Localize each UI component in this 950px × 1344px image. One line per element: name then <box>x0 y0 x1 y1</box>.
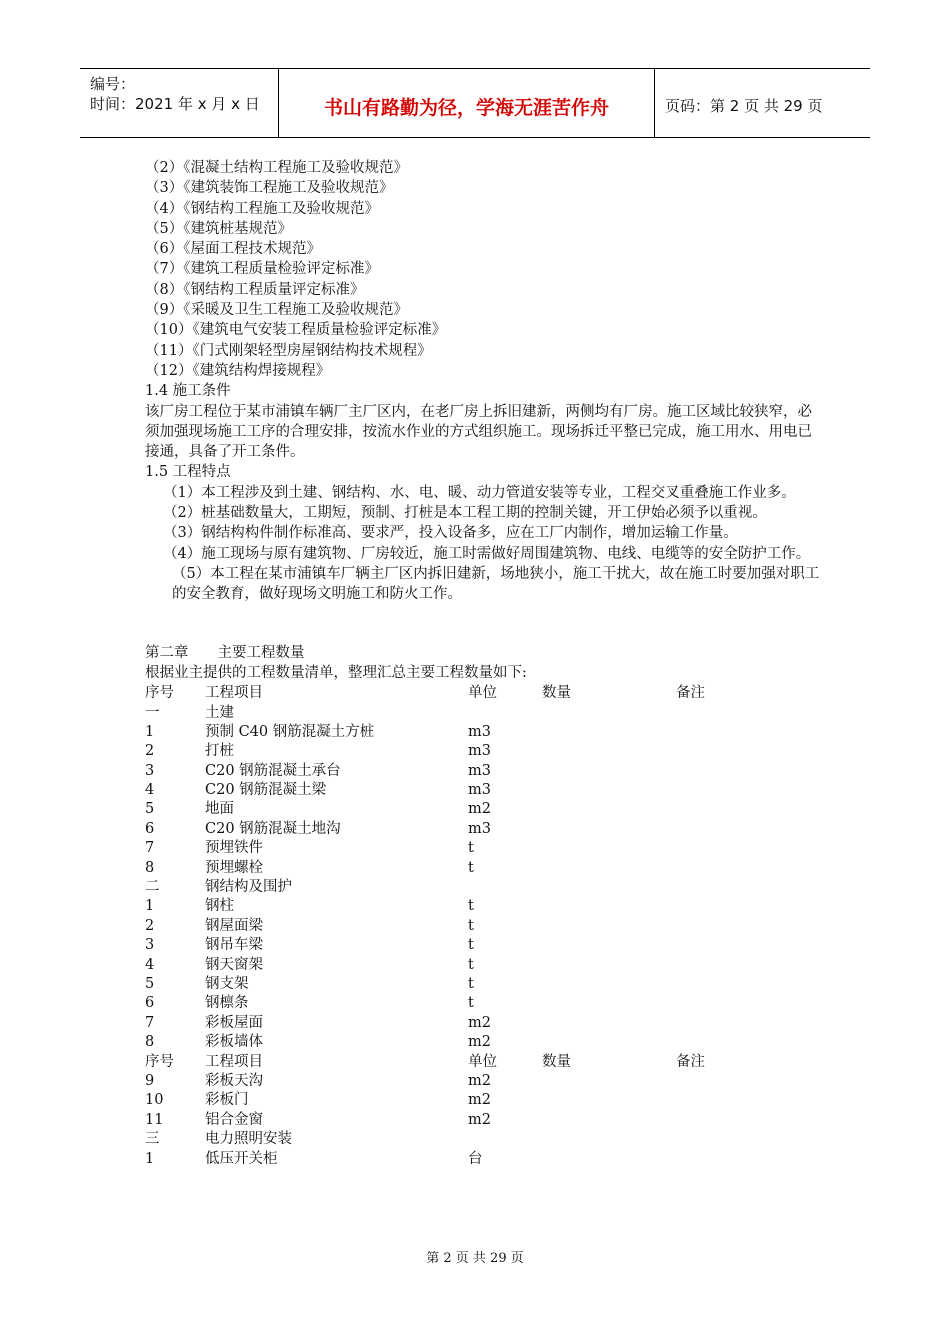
document-time-label: 时间：2021 年 x 月 x 日 <box>90 95 260 113</box>
row-number-cell: 6 <box>145 820 155 837</box>
table-row <box>145 896 825 915</box>
table-row <box>145 974 825 993</box>
table-body-part1 <box>145 703 825 1052</box>
chapter-intro: 根据业主提供的工程数量清单，整理汇总主要工程数量如下: <box>145 664 527 681</box>
column-header: 单位 <box>468 1053 497 1070</box>
unit-cell: t <box>468 840 474 857</box>
row-number-cell: 8 <box>145 1034 155 1051</box>
header-motto-cell <box>279 69 655 137</box>
item-name-cell: 彩板天沟 <box>205 1072 263 1089</box>
row-number-cell: 3 <box>145 937 155 954</box>
spec-item: （3）《建筑装饰工程施工及验收规范》 <box>145 180 394 197</box>
feature-item: （4）施工现场与原有建筑物、厂房较近，施工时需做好周围建筑物、电线、电缆等的安全防护工作。 <box>163 545 811 562</box>
unit-cell: m3 <box>468 762 491 779</box>
column-header: 备注 <box>676 685 705 702</box>
row-number-cell: 4 <box>145 956 155 973</box>
row-number-cell: 6 <box>145 995 155 1012</box>
spec-item: （10）《建筑电气安装工程质量检验评定标准》 <box>145 322 447 339</box>
unit-cell: m3 <box>468 820 491 837</box>
column-header: 单位 <box>468 685 497 702</box>
row-number-cell: 11 <box>145 1111 164 1128</box>
row-number-cell: 三 <box>145 1131 160 1148</box>
table-row <box>145 1071 825 1090</box>
row-number-cell: 3 <box>145 762 155 779</box>
table-row <box>145 722 825 741</box>
column-header: 工程项目 <box>205 685 263 702</box>
row-number-cell: 9 <box>145 1072 155 1089</box>
table-row <box>145 799 825 818</box>
page-header <box>80 68 870 138</box>
item-name-cell: 预埋螺栓 <box>205 859 263 876</box>
unit-cell: m2 <box>468 1034 491 1051</box>
row-number-cell: 4 <box>145 782 155 799</box>
item-name-cell: 钢柱 <box>205 898 234 915</box>
table-row <box>145 1129 825 1148</box>
table-row <box>145 1013 825 1032</box>
spec-item: （12）《建筑结构焊接规程》 <box>145 362 331 379</box>
spec-item: （5）《建筑桩基规范》 <box>145 220 292 237</box>
feature-item: （3）钢结构构件制作标准高、要求严，投入设备多，应在工厂内制作，增加运输工作量。 <box>163 525 738 542</box>
item-name-cell: C20 钢筋混凝土地沟 <box>205 820 341 837</box>
item-name-cell: 电力照明安装 <box>205 1131 292 1148</box>
unit-cell: m3 <box>468 723 491 740</box>
column-header: 工程项目 <box>205 1053 263 1070</box>
item-name-cell: 土建 <box>205 704 234 721</box>
row-number-cell: 1 <box>145 723 155 740</box>
section-spacer <box>145 605 825 643</box>
unit-cell: t <box>468 917 474 934</box>
table-row <box>145 916 825 935</box>
item-name-cell: 彩板门 <box>205 1092 249 1109</box>
feature-item: （1）本工程涉及到土建、钢结构、水、电、暖、动力管道安装等专业，工程交叉重叠施工作业多。 <box>163 484 796 501</box>
item-name-cell: 铝合金窗 <box>205 1111 263 1128</box>
item-name-cell: C20 钢筋混凝土梁 <box>205 782 327 799</box>
table-header-row <box>145 1052 825 1071</box>
table-row <box>145 703 825 722</box>
column-header: 序号 <box>145 685 174 702</box>
table-row <box>145 741 825 760</box>
table-row <box>145 838 825 857</box>
unit-cell: m2 <box>468 1072 491 1089</box>
row-number-cell: 5 <box>145 975 155 992</box>
table-row <box>145 819 825 838</box>
row-number-cell: 7 <box>145 840 155 857</box>
row-number-cell: 7 <box>145 1014 155 1031</box>
unit-cell: m2 <box>468 1092 491 1109</box>
feature-item: （5）本工程在某市浦镇车厂辆主厂区内拆旧建新，场地狭小，施工干扰大，故在施工时要加强对职工的安全教育，做好现场文明施工和防火工作。 <box>172 565 820 603</box>
item-name-cell: 彩板屋面 <box>205 1014 263 1031</box>
item-name-cell: 钢屋面梁 <box>205 917 263 934</box>
item-name-cell: 打桩 <box>205 743 234 760</box>
item-name-cell: 预埋铁件 <box>205 840 263 857</box>
unit-cell: m3 <box>468 743 491 760</box>
spec-list <box>145 158 825 381</box>
table-row <box>145 1110 825 1129</box>
item-name-cell: C20 钢筋混凝土承台 <box>205 762 341 779</box>
table-row <box>145 1090 825 1109</box>
column-header: 数量 <box>542 1053 571 1070</box>
unit-cell: m3 <box>468 782 491 799</box>
unit-cell: t <box>468 898 474 915</box>
spec-item: （6）《屋面工程技术规范》 <box>145 241 321 258</box>
unit-cell: 台 <box>468 1150 483 1167</box>
item-name-cell: 钢结构及围护 <box>205 879 292 896</box>
spec-item: （2）《混凝土结构工程施工及验收规范》 <box>145 160 408 176</box>
row-number-cell: 2 <box>145 917 155 934</box>
item-name-cell: 钢天窗架 <box>205 956 263 973</box>
item-name-cell: 低压开关柜 <box>205 1150 278 1167</box>
row-number-cell: 1 <box>145 1150 155 1167</box>
item-name-cell: 钢檩条 <box>205 995 249 1012</box>
item-name-cell: 彩板墙体 <box>205 1034 263 1051</box>
page-footer: 第 2 页 共 29 页 <box>426 1251 524 1266</box>
unit-cell: m2 <box>468 801 491 818</box>
unit-cell: t <box>468 975 474 992</box>
table-row <box>145 780 825 799</box>
column-header: 数量 <box>542 685 571 702</box>
row-number-cell: 5 <box>145 801 155 818</box>
spec-item: （7）《建筑工程质量检验评定标准》 <box>145 261 379 278</box>
table-row <box>145 761 825 780</box>
table-row <box>145 955 825 974</box>
table-row <box>145 858 825 877</box>
unit-cell: t <box>468 995 474 1012</box>
unit-cell: t <box>468 956 474 973</box>
row-number-cell: 2 <box>145 743 155 760</box>
table-row <box>145 1149 825 1168</box>
table-row <box>145 993 825 1012</box>
unit-cell: m2 <box>468 1014 491 1031</box>
row-number-cell: 10 <box>145 1092 164 1109</box>
spec-item: （11）《门式刚架轻型房屋钢结构技术规程》 <box>145 342 432 359</box>
table-header-row <box>145 683 825 702</box>
header-page-code: 页码：第 2 页 共 29 页 <box>665 97 823 115</box>
unit-cell: t <box>468 937 474 954</box>
feature-item: （2）桩基础数量大，工期短，预制、打桩是本工程工期的控制关键，开工伊始必须予以重视。 <box>163 505 767 522</box>
row-number-cell: 一 <box>145 704 160 721</box>
header-motto: 书山有路勤为径，学海无涯苦作舟 <box>323 97 609 119</box>
column-header: 备注 <box>676 1053 705 1070</box>
row-number-cell: 二 <box>145 879 160 896</box>
row-number-cell: 1 <box>145 898 155 915</box>
spec-item: （8）《钢结构工程质量评定标准》 <box>145 281 365 298</box>
chapter-title: 第二章 主要工程数量 <box>145 644 305 661</box>
row-number-cell: 8 <box>145 859 155 876</box>
section-heading-project-features: 1.5 工程特点 <box>145 464 231 481</box>
unit-cell: m2 <box>468 1111 491 1128</box>
column-header: 序号 <box>145 1053 174 1070</box>
section-heading-construction-conditions: 1.4 施工条件 <box>145 383 231 400</box>
table-row <box>145 877 825 896</box>
document-number-label: 编号： <box>90 75 136 93</box>
header-meta-cell <box>80 69 279 137</box>
spec-item: （4）《钢结构工程施工及验收规范》 <box>145 200 379 217</box>
table-body-part2 <box>145 1071 825 1168</box>
table-row <box>145 1032 825 1051</box>
item-name-cell: 钢吊车梁 <box>205 937 263 954</box>
item-name-cell: 预制 C40 钢筋混凝土方桩 <box>205 723 375 740</box>
header-page-cell <box>655 69 870 137</box>
construction-conditions-text: 该厂房工程位于某市浦镇车辆厂主厂区内，在老厂房上拆旧建新，两侧均有厂房。施工区域比较狭窄，必须加强现场施工工序的合理安排，按流水作业的方式组织施工。现场拆迁平整已完成，施工用水、用电已接通，具备了开工条件。 <box>145 403 812 461</box>
item-name-cell: 地面 <box>205 801 234 818</box>
unit-cell: t <box>468 859 474 876</box>
item-name-cell: 钢支架 <box>205 975 249 992</box>
document-body <box>145 158 825 1168</box>
quantity-table <box>145 683 825 1168</box>
table-row <box>145 935 825 954</box>
spec-item: （9）《采暖及卫生工程施工及验收规范》 <box>145 302 408 319</box>
